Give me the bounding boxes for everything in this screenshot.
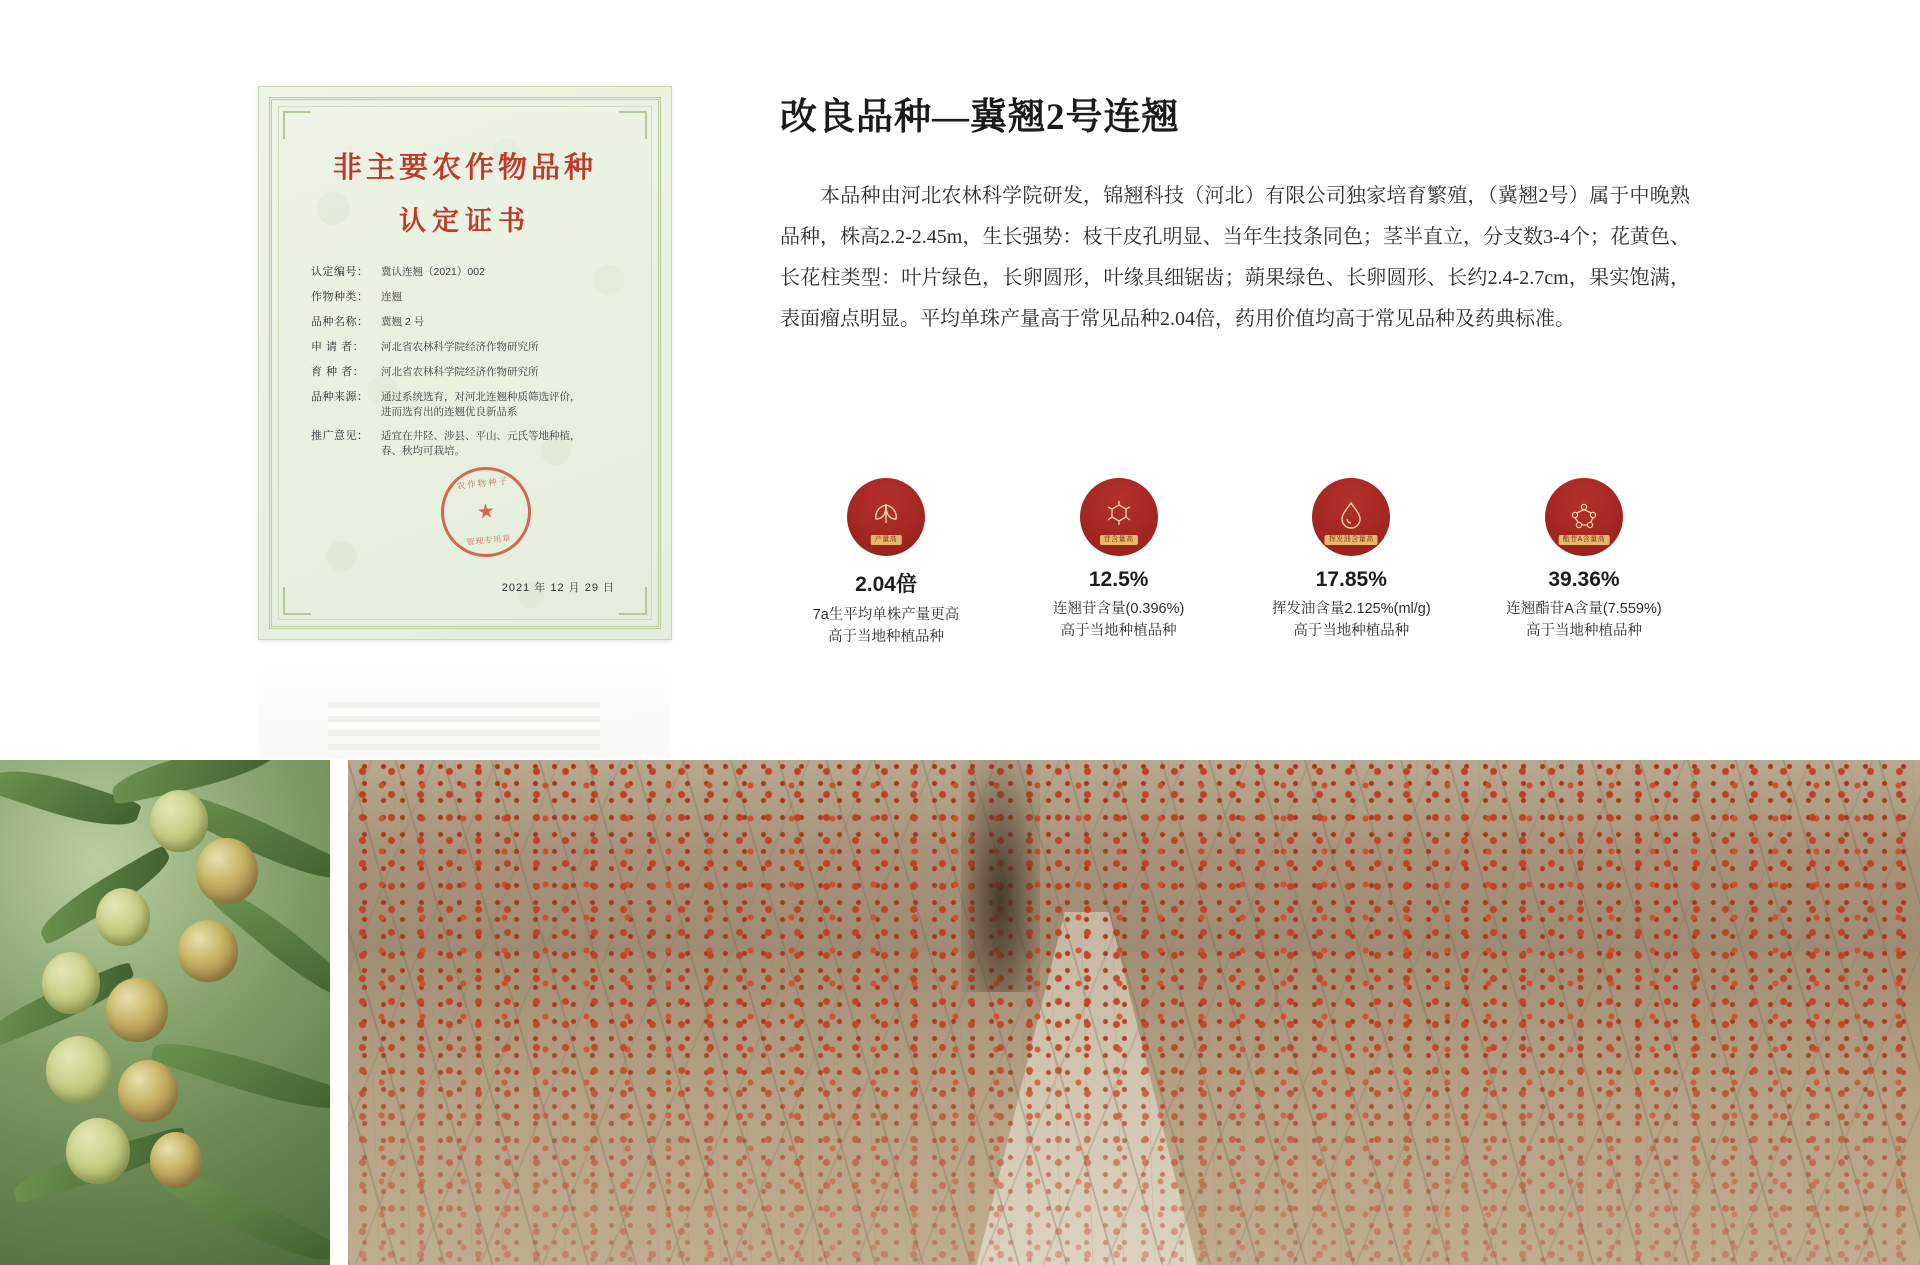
certificate-date: 2021 年 12 月 29 日: [501, 582, 615, 594]
certificate-field-value: [381, 429, 623, 459]
certificate-field-label: 育 种 者：: [311, 365, 365, 378]
certificate-field-value: 冀翘 2 号: [381, 315, 425, 328]
fruit-shape: [46, 1036, 112, 1104]
certificate-card: [258, 86, 672, 640]
reflection-line: [328, 744, 600, 750]
leaf-yield-icon: [847, 478, 925, 556]
certificate-field-value: 冀认连翘（2021）002: [381, 266, 485, 278]
oil-droplet-icon: [1312, 478, 1390, 556]
fruit-shape: [178, 920, 238, 982]
certificate-field-label: 品种来源：: [311, 390, 369, 403]
fruit-shape: [150, 790, 208, 852]
certificate-field-value-line1: 适宜在井陉、涉县、平山、元氏等地种植，: [381, 430, 581, 443]
certificate-corner-bottom-right: [619, 587, 647, 615]
row-gap-shadow: [961, 760, 1040, 992]
stat-description-line1: 挥发油含量2.125%(ml/g): [1271, 601, 1431, 617]
certificate-field-row: [311, 429, 623, 459]
certificate-field-label: 作物种类：: [311, 290, 369, 303]
badge-tag: 苷含量高: [1100, 535, 1138, 545]
stat-item: [1013, 478, 1225, 649]
stat-description: [1013, 598, 1225, 643]
certificate-field-value: 河北省农林科学院经济作物研究所: [381, 340, 539, 353]
badge-tag: 产量高: [871, 535, 902, 545]
stat-description-line2: 高于当地种植品种: [828, 629, 944, 646]
green-fruit-on-branch-photo: [0, 760, 330, 1265]
certificate-subtitle: 认定证书: [399, 206, 531, 236]
certificate-field-row: [311, 365, 623, 381]
certificate-field-row: [311, 390, 623, 420]
stat-description-line1: 连翘苷含量(0.396%): [1052, 601, 1185, 617]
certificate-field-value: 连翘: [381, 290, 402, 303]
stat-description: [1478, 598, 1690, 643]
fruit-shape: [118, 1060, 178, 1122]
stat-value: 2.04倍: [855, 573, 917, 596]
certificate-corner-top-left: [283, 111, 311, 139]
stat-description: [1245, 598, 1457, 643]
certificate-field-value: 河北省农林科学院经济作物研究所: [381, 365, 539, 378]
seal-bottom-text: 管理专用章: [466, 533, 512, 548]
certificate-image: [258, 86, 670, 646]
certificate-field-row: [311, 290, 623, 306]
stat-value: 12.5%: [1088, 568, 1149, 591]
certificate-reflection: [258, 640, 670, 758]
stats-row: [780, 478, 1690, 649]
molecule-ester-icon: [1545, 478, 1623, 556]
certificate-field-label: 品种名称：: [311, 315, 369, 328]
stat-item: [780, 478, 992, 649]
stat-description-line2: 高于当地种植品种: [1525, 623, 1642, 640]
stat-item: [1478, 478, 1690, 649]
stat-description-line1: 7a生平均单株产量更高: [812, 607, 960, 623]
fruit-shape: [96, 888, 150, 946]
fruit-shape: [66, 1118, 130, 1184]
stat-value: 17.85%: [1315, 568, 1387, 591]
certificate-field-row: [311, 340, 623, 356]
certificate-field-list: [311, 265, 623, 469]
certificate-field-value-line1: 通过系统选育，对河北连翘种质筛选评价，: [381, 390, 581, 403]
certificate-field-row: [311, 265, 623, 281]
content-column: [780, 86, 1690, 340]
reflection-line: [328, 702, 600, 708]
badge-tag: 酯苷A含量高: [1559, 535, 1610, 545]
description-paragraph: 本品种由河北农林科学院研发，锦翘科技（河北）有限公司独家培育繁殖，（冀翘2号）属于中晚熟品种，株高2.2-2.45m，生长强势：枝干皮孔明显、当年生技条同色；茎半直立，分支数3-4个；花黄色、长花柱类型：叶片绿色，长卵圆形，叶缘具细锯齿；蒴果绿色、长卵圆形、长约2.4-2.7cm，果实饱满，表面瘤点明显。平均单珠产量高于常见品种2.04倍，药用价值均高于常见品种及药典标准。: [780, 185, 1690, 330]
stat-description-line2: 高于当地种植品种: [1060, 623, 1177, 640]
certificate-corner-top-right: [619, 111, 647, 139]
certificate-field-label: 申 请 者：: [311, 340, 365, 353]
orchard-red-fruit-rows-photo: [348, 760, 1920, 1265]
photo-row: [0, 760, 1920, 1265]
reflection-line: [328, 730, 600, 736]
stat-description-line2: 高于当地种植品种: [1293, 623, 1410, 640]
certificate-field-value-line2: 春、秋均可栽培。: [381, 445, 465, 458]
certificate-field-label: 认定编号：: [311, 266, 369, 278]
fruit-shape: [150, 1132, 202, 1188]
fruit-shape: [42, 952, 100, 1014]
certificate-field-row: [311, 315, 623, 331]
fruit-shape: [106, 978, 168, 1042]
certificate-field-label: 推广意见：: [311, 430, 369, 443]
red-berry-texture: [348, 760, 1920, 1265]
molecule-glycoside-icon: [1080, 478, 1158, 556]
seal-star-icon: ★: [475, 500, 497, 524]
certificate-field-value: [381, 390, 623, 420]
stat-description: [780, 604, 992, 649]
reflection-line: [328, 716, 600, 722]
page-title: 改良品种—冀翘2号连翘: [780, 97, 1180, 138]
badge-tag: 挥发油含量高: [1325, 535, 1378, 545]
fruit-shape: [196, 838, 258, 904]
certificate-title: 非主要农作物品种: [332, 152, 597, 184]
stat-description-line1: 连翘酯苷A含量(7.559%): [1506, 601, 1662, 617]
stat-item: [1245, 478, 1457, 649]
seal-top-text: 农作物种子: [456, 475, 510, 491]
certificate-field-value-line2: 进而选育出的连翘优良新品系: [381, 405, 518, 418]
stat-value: 39.36%: [1548, 568, 1620, 591]
